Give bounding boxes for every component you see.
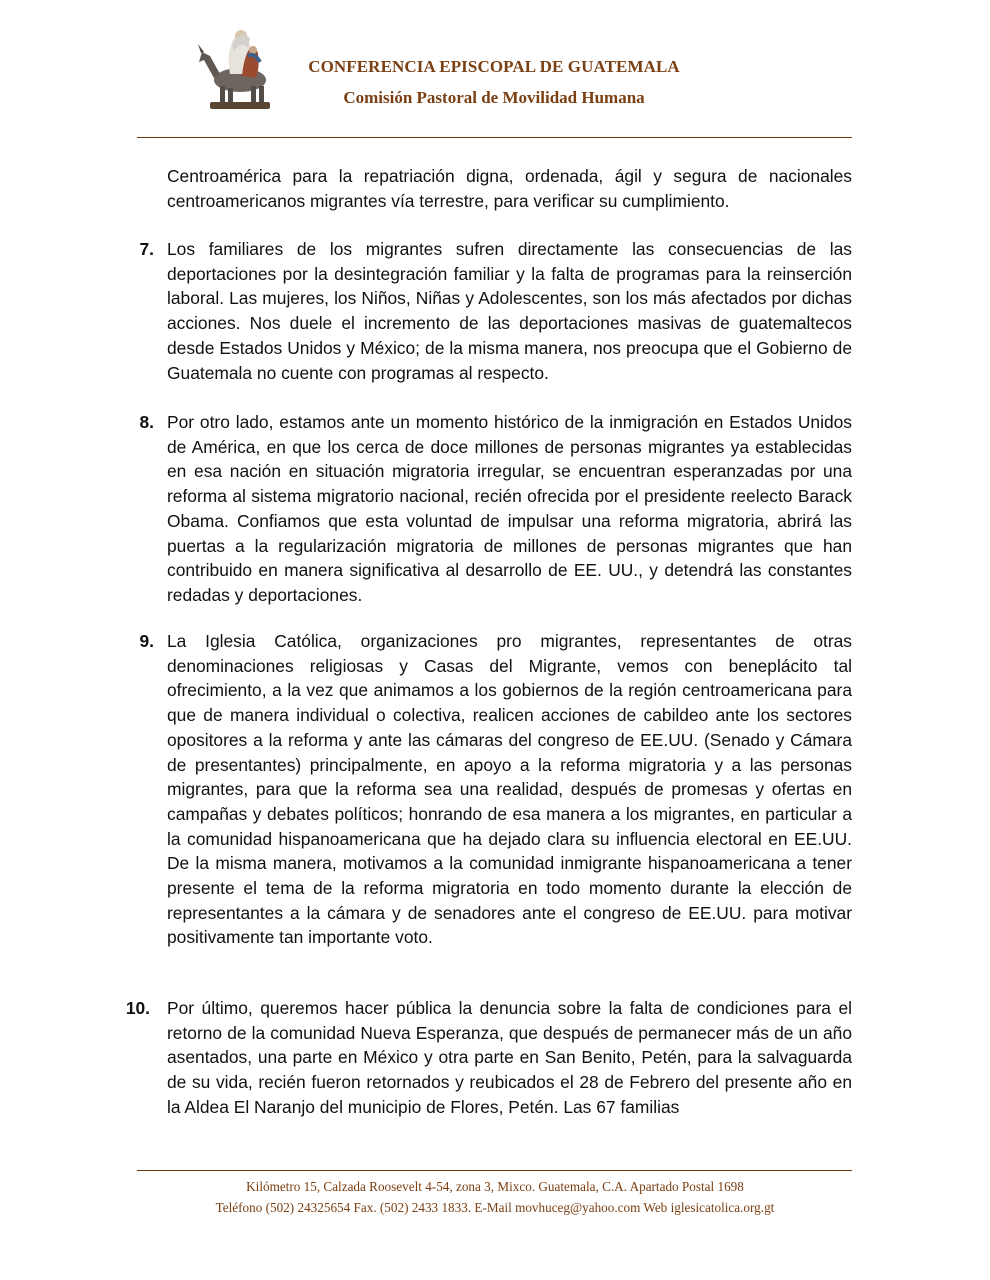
item-text-7: Los familiares de los migrantes sufren directamente las consecuencias de las deportaciones por la desintegración familiar y la falta de programas para la reinserción laboral. Las mujeres, los Niños, Niñas y Adolescentes, son los más afectados por dichas acciones. Nos duele el incremento de las deportaciones masivas de guatemaltecos desde Estados Unidos y México; de la misma manera, nos preocupa que el Gobierno de Guatemala no cuente con programas al respecto. bbox=[167, 239, 852, 383]
footer-address: Kilómetro 15, Calzada Roosevelt 4-54, zona 3, Mixco. Guatemala, C.A. Apartado Postal 1698 bbox=[246, 1179, 744, 1194]
item-number-7: 7. bbox=[139, 239, 154, 259]
header-divider bbox=[137, 137, 852, 138]
footer-contact: Teléfono (502) 24325654 Fax. (502) 2433 1833. E-Mail movhuceg@yahoo.com Web iglesicatolica.org.gt bbox=[215, 1200, 775, 1215]
item-text-10: Por último, queremos hacer pública la denuncia sobre la falta de condiciones para el retorno de la comunidad Nueva Esperanza, que después de permanecer más de un año asentados, una parte en México y otra parte en San Benito, Petén, para la salvaguarda de su vida, recién fueron retornados y reubicados el 28 de Febrero del presente año en la Aldea El Naranjo del municipio de Flores, Petén. Las 67 familias bbox=[167, 998, 852, 1117]
item-number-8: 8. bbox=[139, 412, 154, 432]
organization-name: CONFERENCIA EPISCOPAL DE GUATEMALA bbox=[308, 57, 680, 76]
item-text-9: La Iglesia Católica, organizaciones pro migrantes, representantes de otras denominaciones religiosas y Casas del Migrante, vemos con beneplácito tal ofrecimiento, a la vez que animamos a los gobiernos de la región centroamericana para que de manera individual o colectiva, realicen acciones de cabildeo ante los sectores opositores a la reforma y ante las cámaras del congreso de EE.UU. (Senado y Cámara de presentantes) principalmente, en apoyo a la reforma migratoria y a las personas migrantes, para que la reforma sea una realidad, después de promesas y ofertas en campañas y debates políticos; honrando de esa manera a los migrantes, en particular a la comunidad hispanoamericana que ha dejado clara su influencia electoral en EE.UU. De la misma manera, motivamos a la comunidad inmigrante hispanoamericana a tener presente el tema de la reforma migratoria en todo momento durante la elección de representantes a la cámara y de senadores ante el congreso de EE.UU. para motivar positivamente tan importante voto. bbox=[167, 631, 852, 948]
item-number-9: 9. bbox=[139, 631, 154, 651]
commission-name: Comisión Pastoral de Movilidad Humana bbox=[343, 88, 645, 107]
footer-divider bbox=[137, 1170, 852, 1171]
item-text-8: Por otro lado, estamos ante un momento histórico de la inmigración en Estados Unidos de América, en que los cerca de doce millones de personas migrantes ya establecidas en esa nación en situación migratoria irregular, se encuentran esperanzadas por una reforma al sistema migratorio nacional, recién ofrecida por el presidente reelecto Barack Obama. Confiamos que esta voluntad de impulsar una reforma migratoria, abrirá las puertas a la regularización migratoria de millones de personas migrantes que han contribuido en manera significativa al desarrollo de EE. UU., y detendrá las constantes redadas y deportaciones. bbox=[167, 412, 852, 605]
item-number-10: 10. bbox=[125, 998, 150, 1018]
continuation-paragraph: Centroamérica para la repatriación digna, ordenada, ágil y segura de nacionales centroamericanos migrantes vía terrestre, para verificar su cumplimiento. bbox=[167, 166, 852, 211]
